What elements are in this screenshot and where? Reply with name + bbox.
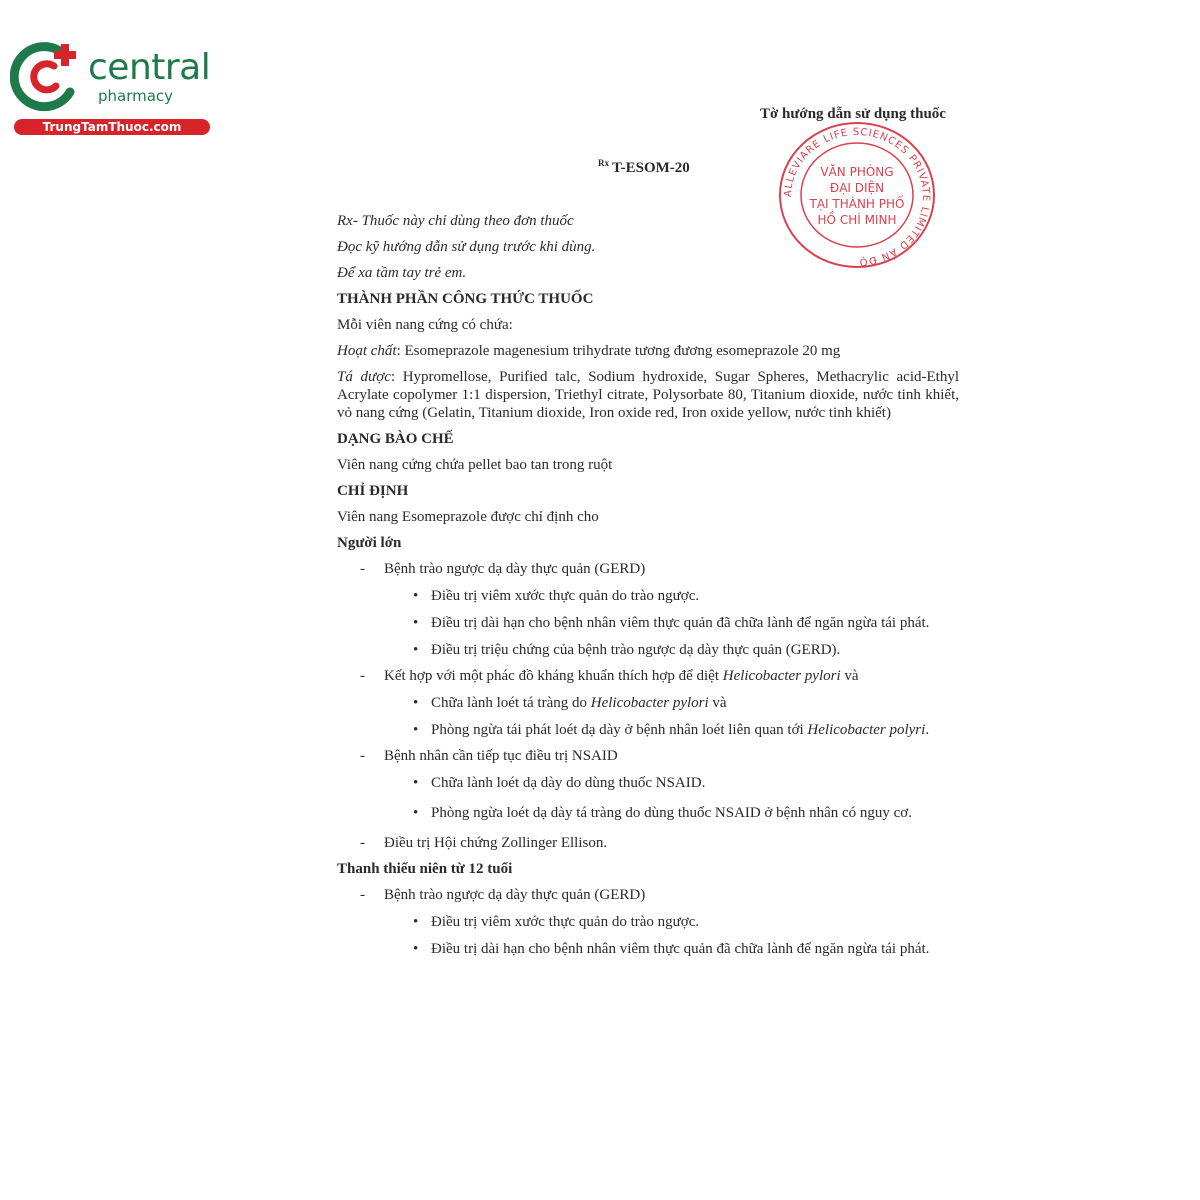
list-item: • Điều trị viêm xước thực quản do trào ngược.	[337, 913, 959, 931]
drug-name-text: T-ESOM-20	[612, 160, 690, 176]
list-item	[337, 694, 959, 712]
pharmacy-cross-icon	[10, 38, 90, 118]
logo-url[interactable]: TrungTamThuoc.com	[14, 119, 210, 135]
list-item	[337, 721, 959, 739]
hp-end: và	[840, 668, 859, 684]
hp-item-end: và	[708, 695, 727, 711]
composition-intro: Mỗi viên nang cứng có chứa:	[337, 317, 513, 333]
indication-intro: Viên nang Esomeprazole được chỉ định cho	[337, 509, 599, 525]
active-ingredient	[337, 342, 959, 360]
section-heading: THÀNH PHẦN CÔNG THỨC THUỐC	[337, 291, 594, 307]
bacteria-name: Helicobacter pylori	[590, 695, 709, 711]
section-heading: DẠNG BÀO CHẾ	[337, 431, 454, 447]
active-text: : Esomeprazole magenesium trihydrate tương đương esomeprazole 20 mg	[396, 343, 841, 359]
list-item: • Phòng ngừa loét dạ dày tá tràng do dùng thuốc NSAID ở bệnh nhân có nguy cơ.	[337, 804, 959, 822]
list-item: - Điều trị Hội chứng Zollinger Ellison.	[337, 834, 959, 852]
drug-name	[598, 158, 690, 177]
stamp-line-3: TẠI THÀNH PHỐ	[809, 197, 905, 211]
bacteria-name: Helicobacter pylori	[722, 668, 841, 684]
rx-mark: Rx	[598, 158, 609, 168]
stamp-line-4: HỒ CHÍ MINH	[817, 213, 897, 227]
list-item: • Điều trị triệu chứng của bệnh trào ngược dạ dày thực quản (GERD).	[337, 641, 959, 659]
hp-item-text: Phòng ngừa tái phát loét dạ dày ở bệnh nhân loét liên quan tới	[431, 722, 808, 738]
stamp-line-2: ĐẠI DIỆN	[829, 181, 885, 195]
list-item: • Điều trị viêm xước thực quản do trào ngược.	[337, 587, 959, 605]
hp-item-end: .	[925, 722, 930, 738]
list-item: • Điều trị dài hạn cho bệnh nhân viêm thực quản đã chữa lành để ngăn ngừa tái phát.	[337, 940, 959, 958]
list-item: • Điều trị dài hạn cho bệnh nhân viêm thực quản đã chữa lành để ngăn ngừa tái phát.	[337, 614, 959, 632]
list-item: - Bệnh nhân cần tiếp tục điều trị NSAID	[337, 747, 959, 765]
hp-text: Kết hợp với một phác đồ kháng khuẩn thích hợp để diệt	[384, 668, 723, 684]
excipient-label: Tá dược	[337, 369, 391, 385]
document-type-title: Tờ hướng dẫn sử dụng thuốc	[760, 106, 946, 122]
subsection-heading: Người lớn	[337, 535, 402, 551]
logo-subtitle: pharmacy	[98, 87, 174, 105]
list-item: • Chữa lành loét dạ dày do dùng thuốc NSAID.	[337, 774, 959, 792]
list-item	[337, 667, 959, 685]
bacteria-name: Helicobacter polyri	[807, 722, 926, 738]
excipient-text: : Hypromellose, Purified talc, Sodium hydroxide, Sugar Spheres, Methacrylic acid-Ethyl Acrylate copolymer 1:1 dispersion, Triethyl citrate, Polysorbate 80, Titanium dioxide, nước tinh khiết, vỏ nang cứng (Gelatin, Titanium dioxide, Iron oxide red, Iron oxide yellow, nước tinh khiết)	[337, 369, 960, 421]
warning-line: Đọc kỹ hướng dẫn sử dụng trước khi dùng.	[337, 239, 596, 255]
warning-line: Để xa tầm tay trẻ em.	[337, 265, 467, 281]
leaflet-content	[337, 210, 959, 958]
central-pharmacy-logo	[10, 38, 215, 138]
hp-item-text: Chữa lành loét tá tràng do	[431, 695, 591, 711]
list-item: - Bệnh trào ngược dạ dày thực quản (GERD)	[337, 560, 959, 578]
dosage-form-text: Viên nang cứng chứa pellet bao tan trong ruột	[337, 457, 613, 473]
section-heading: CHỈ ĐỊNH	[337, 483, 409, 499]
warning-line: Rx- Thuốc này chỉ dùng theo đơn thuốc	[337, 213, 574, 229]
list-item: - Bệnh trào ngược dạ dày thực quản (GERD)	[337, 886, 959, 904]
subsection-heading: Thanh thiếu niên từ 12 tuổi	[337, 861, 513, 877]
logo-name: central	[88, 47, 211, 88]
active-label: Hoạt chất	[337, 343, 397, 359]
excipients	[337, 368, 959, 422]
stamp-outer-text: ALLEVIARE LIFE SCIENCES PRIVATE LIMITED ẤN ĐỘ	[782, 126, 932, 268]
stamp-line-1: VĂN PHÒNG	[820, 165, 894, 179]
